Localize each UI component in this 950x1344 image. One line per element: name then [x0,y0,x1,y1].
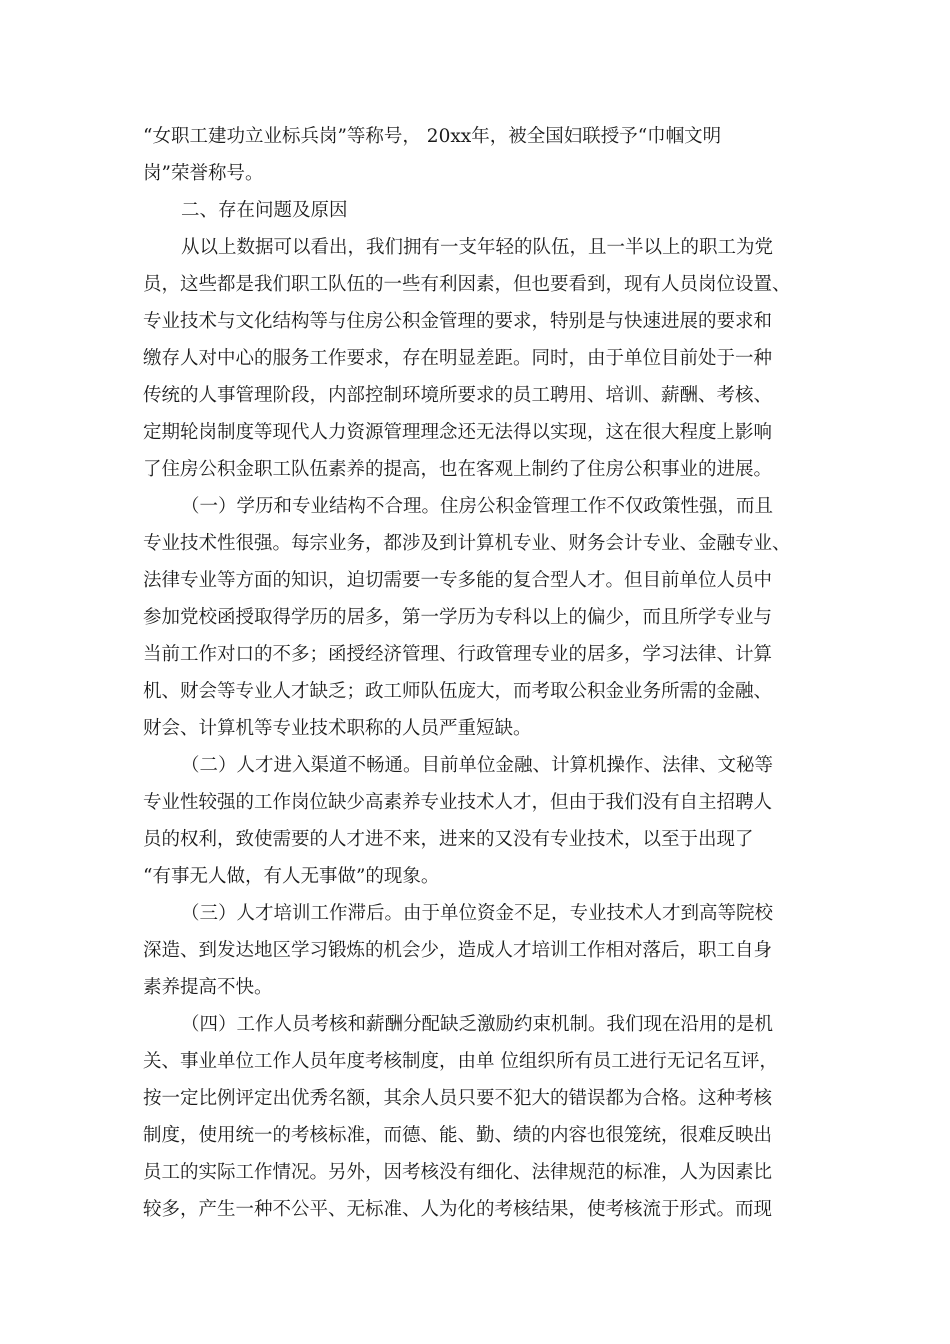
text-line: 按一定比例评定出优秀名额，其余人员只要不犯大的错误都为合格。这种考核 [143,1088,773,1109]
text-line: 深造、到发达地区学习锻炼的机会少，造成人才培训工作相对落后，职工自身 [143,940,773,961]
text-line: 员的权利，致使需要的人才进不来，进来的又没有专业技术，以至于出现了 [143,829,754,850]
text-line: 定期轮岗制度等现代人力资源管理理念还无法得以实现，这在很大程度上影响 [143,422,773,443]
text-line: 了住房公积金职工队伍素养的提高，也在客观上制约了住房公积事业的进展。 [143,459,773,480]
text-line: 专业性较强的工作岗位缺少高素养专业技术人才，但由于我们没有自主招聘人 [143,792,773,813]
section-heading: 二、存在问题及原因 [181,200,348,221]
text-line: （三）人才培训工作滞后。由于单位资金不足，专业技术人才到高等院校 [181,903,774,924]
text-line: 专业技术与文化结构等与住房公积金管理的要求，特别是与快速进展的要求和 [143,311,773,332]
text-line: 岗”荣誉称号。 [143,163,264,184]
text-line: 当前工作对口的不多；函授经济管理、行政管理专业的居多，学习法律、计算 [143,644,773,665]
text-line: （四）工作人员考核和薪酬分配缺乏激励约束机制。我们现在沿用的是机 [181,1014,774,1035]
text-line: 员工的实际工作情况。另外，因考核没有细化、法律规范的标准，人为因素比 [143,1162,773,1183]
text-line: 参加党校函授取得学历的居多，第一学历为专科以上的偏少，而且所学专业与 [143,607,773,628]
text-line: 较多，产生一种不公平、无标准、人为化的考核结果，使考核流于形式。而现 [143,1199,773,1220]
text-line: 财会、计算机等专业技术职称的人员严重短缺。 [143,718,532,739]
text-line: 机、财会等专业人才缺乏；政工师队伍庞大，而考取公积金业务所需的金融、 [143,681,773,702]
text-line: “有事无人做，有人无事做”的现象。 [143,866,440,887]
text-line: “女职工建功立业标兵岗”等称号， 20xx年，被全国妇联授予“巾帼文明 [143,126,722,147]
text-line: 员，这些都是我们职工队伍的一些有利因素，但也要看到，现有人员岗位设置、 [143,274,791,295]
text-line: 从以上数据可以看出，我们拥有一支年轻的队伍，且一半以上的职工为党 [181,237,774,258]
text-line: 传统的人事管理阶段，内部控制环境所要求的员工聘用、培训、薪酬、考核、 [143,385,773,406]
text-line: 法律专业等方面的知识，迫切需要一专多能的复合型人才。但目前单位人员中 [143,570,773,591]
text-line: 关、事业单位工作人员年度考核制度，由单 位组织所有员工进行无记名互评， [143,1051,778,1072]
text-line: 素养提高不快。 [143,977,273,998]
text-line: （一）学历和专业结构不合理。住房公积金管理工作不仅政策性强，而且 [181,496,774,517]
text-line: 缴存人对中心的服务工作要求，存在明显差距。同时，由于单位目前处于一种 [143,348,773,369]
text-line: （二）人才进入渠道不畅通。目前单位金融、计算机操作、法律、文秘等 [181,755,774,776]
text-line: 制度，使用统一的考核标准，而德、能、勤、绩的内容也很笼统，很难反映出 [143,1125,773,1146]
text-line: 专业技术性很强。每宗业务，都涉及到计算机专业、财务会计专业、金融专业、 [143,533,791,554]
